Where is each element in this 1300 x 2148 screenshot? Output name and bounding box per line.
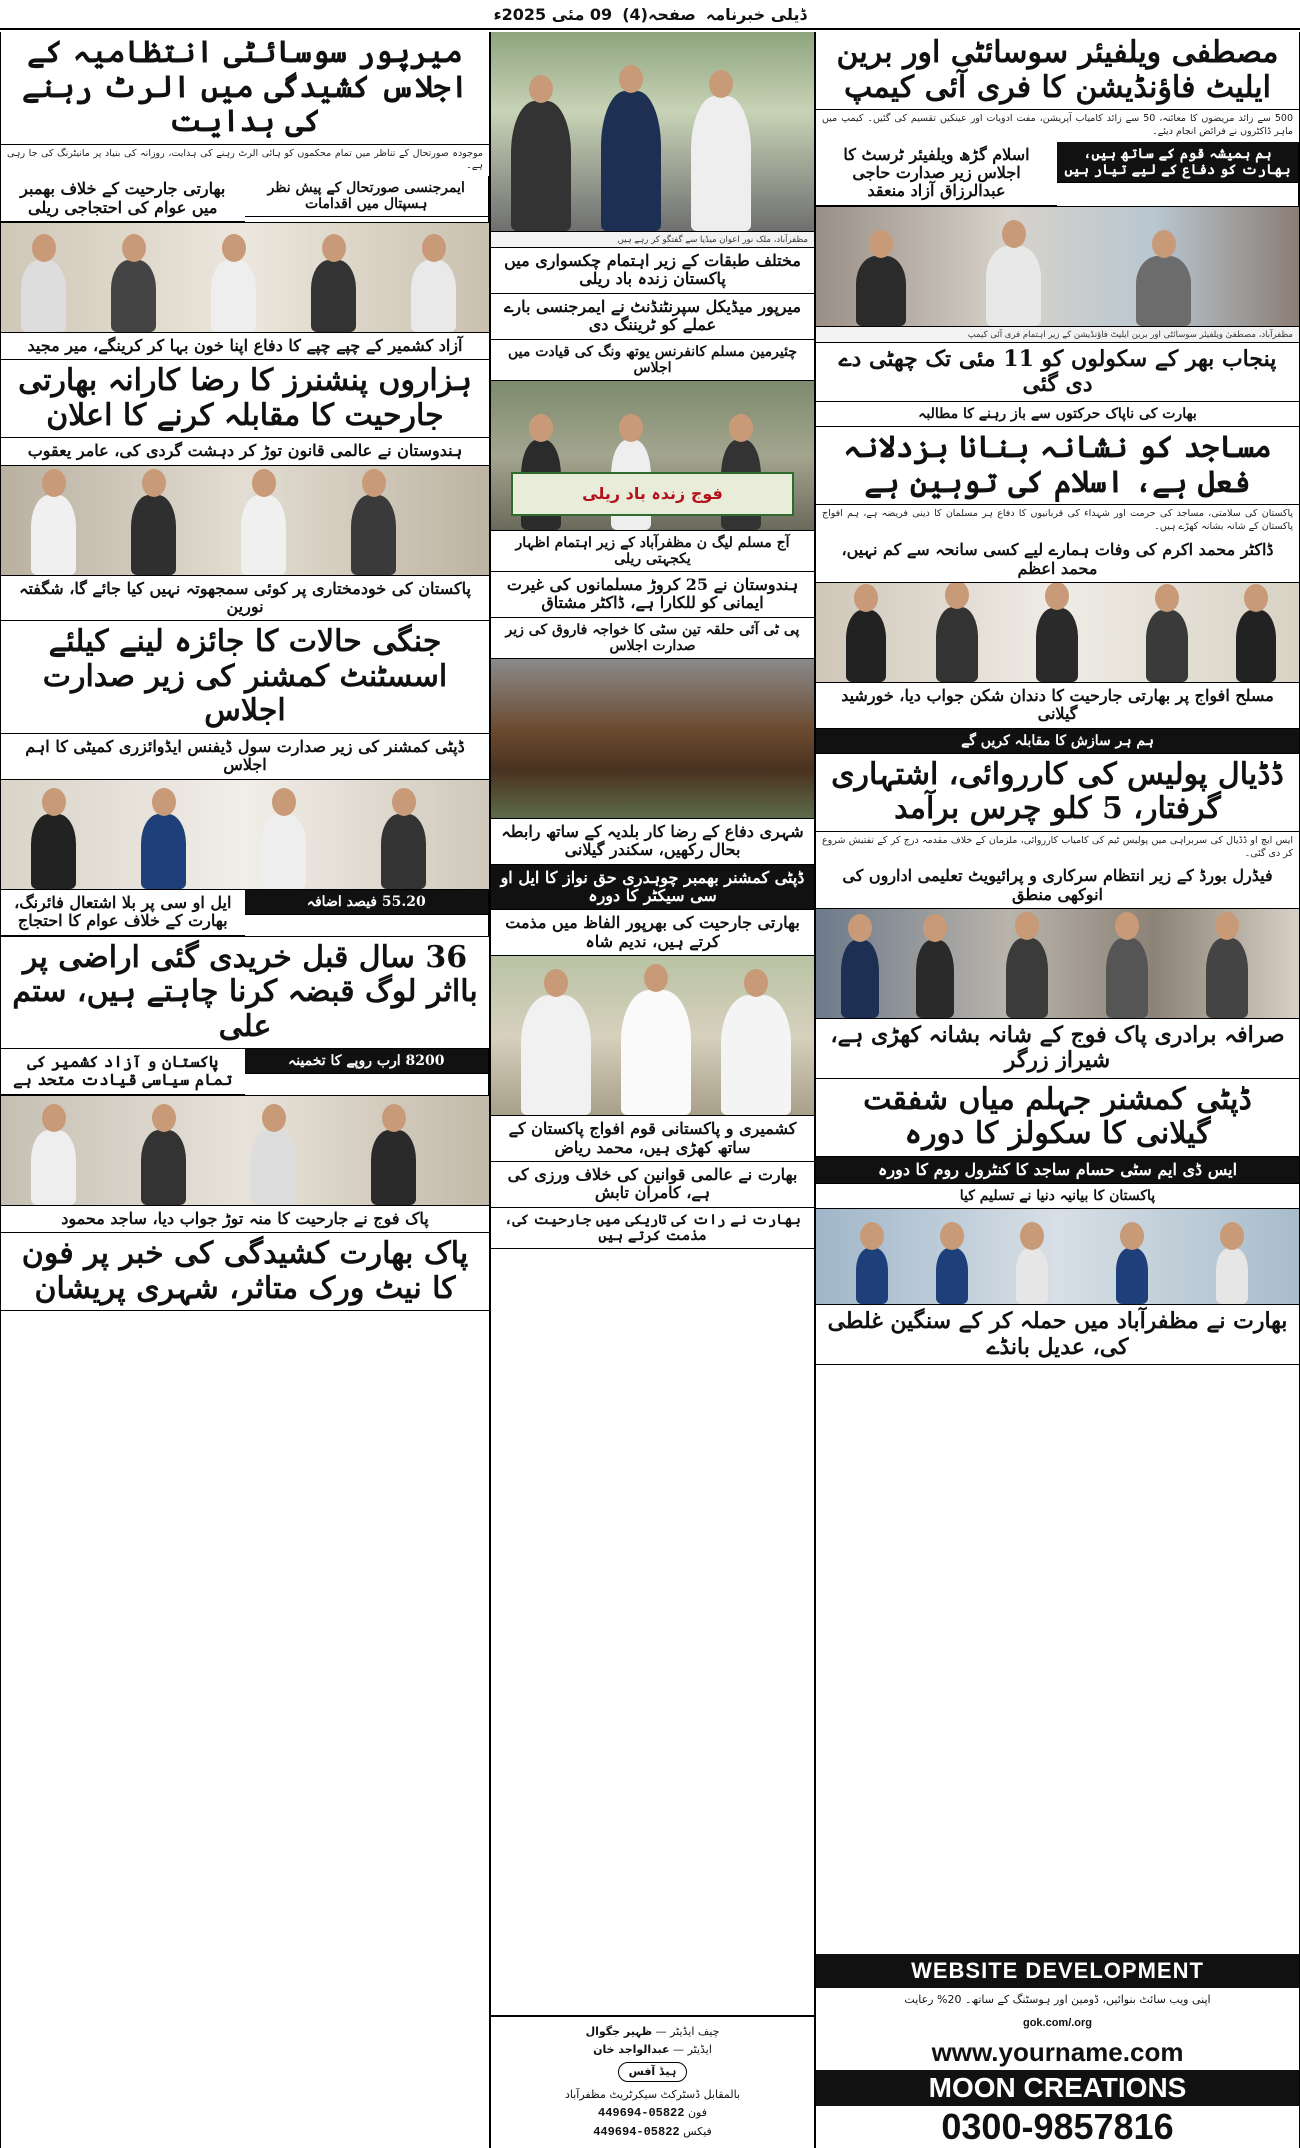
story-row [816,142,1299,207]
headline-civil-defence-committee: ڈپٹی کمشنر کی زیر صدارت سول ڈیفنس ایڈوائزری کمیٹی کا اہم اجلاس [1,734,489,780]
ad-body: اپنی ویب سائٹ بنوائیں، ڈومین اور ہوسٹنگ کے ساتھ۔ 20% رعایت [904,1993,1211,2007]
headline-kamran-tabish: بھارت نے عالمی قوانین کی خلاف ورزی کی ہے، کامران تابش [491,1162,814,1208]
rally-banner: فوج زندہ باد ریلی [511,472,794,516]
headline-adeel-bandey: بھارت نے مظفرآباد میں حملہ کر کے سنگین غلطی کی، عدیل بانڈے [816,1305,1299,1365]
headline-chakswari-rally: مختلف طبقات کے زیر اہتمام چکسواری میں پاکستان زندہ باد ریلی [491,248,814,294]
fax-label: فیکس [683,2124,712,2138]
headline-ac-meeting: جنگی حالات کا جائزہ لینے کیلئے اسسٹنٹ کمشنر کی زیر صدارت اجلاس [1,621,489,734]
ad-company: MOON CREATIONS [816,2070,1299,2106]
ad-phone: 0300-9857816 [941,2106,1174,2147]
headline-percent: 55.20 فیصد اضافہ [245,890,489,915]
headline-mosques: مساجد کو نشانہ بنانا بزدلانہ فعل ہے، اسلام کی توہین ہے [816,427,1299,505]
headline-youth-wing: چئیرمین مسلم کانفرنس یوتھ ونگ کی قیادت میں اجلاس [491,340,814,381]
headline-dr-mushtaq: ہندوستان نے 25 کروڑ مسلمانوں کی غیرت ایمانی کو للکارا ہے، ڈاکٹر مشتاق [491,572,814,618]
photo-eye-camp [816,207,1299,327]
head-office-label: ہیڈ آفس [618,2062,688,2082]
story-row-budget [1,1049,489,1096]
right-column [815,32,1300,2148]
paper-name: ڈیلی خبرنامہ [705,4,807,24]
headline-network: پاک بھارت کشیدگی کی خبر پر فون کا نیٹ ورک متاثر، شہری پریشان [1,1233,489,1311]
photo-meeting [816,583,1299,683]
photo-elders [491,956,814,1116]
headline-mirpur-alert: میرپور سوسائٹی انتظامیہ کے اجلاس کشیدگی میں الرٹ رہنے کی ہدایت [1,32,489,145]
photo-students [816,1209,1299,1305]
ad-domain: gok.com/.org [1022,2016,1093,2029]
photo-gathering [1,1096,489,1206]
staff-box: چیف ایڈیٹر — ظہیر جگوال ایڈیٹر — عبدالواجد خان ہیڈ آفس بالمقابل ڈسٹرکٹ سیکرٹریٹ مظفرآباد فون 05822-449694 فیکس 05822-449694 [491,2015,814,2148]
issue-date: 09 مئی 2025ء [493,4,613,24]
headline-pensioners: ہزاروں پنشنرز کا رضا کارانہ بھارتی جارحیت کا مقابلہ کرنے کا اعلان [1,360,489,438]
office-address: بالمقابل ڈسٹرکٹ سیکرٹریٹ مظفرآباد [564,2088,741,2102]
middle-column [490,32,815,2148]
headline-aamir-yaqoob: ہندوستان نے عالمی قانون توڑ کر دہشت گردی کی، عامر یعقوب [1,438,489,465]
headline-trust-meeting: اسلام گڑھ ویلفیئر ٹرسٹ کا اجلاس زیر صدارت حاجی عبدالرزاق آزاد منعقد [816,142,1057,206]
headline-dc-jhelum: ڈپٹی کمشنر جہلم میاں شفقت گیلانی کا سکولز کا دورہ [816,1079,1299,1157]
headline-eye-camp: مصطفی ویلفیئر سوسائٹی اور برین ایلیٹ فاؤنڈیشن کا فری آئی کیمپ [816,32,1299,110]
story-row-bhimber [1,176,489,223]
photo-arrests [816,909,1299,1019]
fax-number: 05822-449694 [593,2124,680,2139]
headline-emergency-training: میرپور میڈیکل سپرنٹنڈنٹ نے ایمرجنسی بارے عملے کو ٹریننگ دی [491,294,814,340]
headline-loc-protest: ایل او سی پر بلا اشتعال فائرنگ، بھارت کے خلاف عوام کا احتجاج [1,890,245,936]
headline-warning: بھارت کی ناپاک حرکتوں سے باز رہنے کا مطالبہ [816,402,1299,427]
photo-committee [1,780,489,890]
headline-condolence: ڈاکٹر محمد اکرم کی وفات ہمارے لیے کسی سانحہ سے کم نہیں، محمد اعظم [816,537,1299,583]
story-eye-camp: 500 سے زائد مریضوں کا معائنہ، 50 سے زائد کامیاب آپریشن، مفت ادویات اور عینکیں تقسیم کی گئیں۔ کیمپ میں ماہر ڈاکٹروں نے فرائض انجام دیئے۔ [822,113,1293,137]
story-dadyal-police: ایس ایچ او ڈڈیال کی سربراہی میں پولیس ٹیم کی کامیاب کارروائی، ملزمان کے خلاف مقدمہ درج کر کے تفتیش شروع کر دی گئی۔ [822,834,1293,859]
photo-handover [1,466,489,576]
editor-name: عبدالواجد خان [593,2042,670,2056]
headline-night-aggression: بھارت نے رات کی تاریکی میں جارحیت کی، مذمت کرتے ہیں [491,1208,814,1249]
headline-armed-forces: مسلح افواج پر بھارتی جارحیت کا دندان شکن جواب دیا، خورشید گیلانی [816,683,1299,729]
headline-budget: 8200 ارب روپے کا تخمینہ [245,1049,489,1074]
headline-shagufta-noreen: پاکستان کی خودمختاری پر کوئی سمجھوتہ نہیں کیا جائے گا، شگفتہ نورین [1,576,489,622]
photo-rally [491,381,814,531]
story-mosques: پاکستان کی سلامتی، مساجد کی حرمت اور شہداء کی قربانیوں کا دفاع ہر مسلمان کا دینی فریضہ ہے، ہم افواج پاکستان کے شانہ بشانہ کھڑے ہیں۔ [822,508,1293,533]
headline-dadyal-police: ڈڈیال پولیس کی کارروائی، اشتہاری گرفتار، 5 کلو چرس برآمد [816,754,1299,832]
caption-eye-camp: مظفرآباد، مصطفیٰ ویلفیئر سوسائٹی اور برین ایلیٹ فاؤنڈیشن کے زیر اہتمام فری آئی کیمپ [816,327,1299,343]
headline-federal-board: فیڈرل بورڈ کے زیر انتظام سرکاری و پرائیویٹ تعلیمی اداروں کی انوکھی منطق [816,863,1299,909]
headline-land-dispute: 36 سال قبل خریدی گئی اراضی پر بااثر لوگ قبضہ کرنا چاہتے ہیں، ستم علی [1,937,489,1050]
ad-url: www.yourname.com [931,2037,1184,2067]
headline-conspiracy: ہم ہر سازش کا مقابلہ کریں گے [816,729,1299,754]
ad-website-development [816,1954,1299,2148]
headline-pti-meeting: پی ٹی آئی حلقہ تین سٹی کا خواجہ فاروق کی زیر صدارت اجلاس [491,618,814,659]
ad-title: WEBSITE DEVELOPMENT [816,1954,1299,1988]
headline-hospital: ایمرجنسی صورتحال کے پیش نظر ہسپتال میں اقدامات [245,176,489,217]
editor-label: ایڈیٹر [687,2042,712,2056]
caption-media-talk: مظفرآباد، ملک نور اعوان میڈیا سے گفتگو کر رہے ہیں [491,232,814,248]
headline-sajid-mehmood: پاک فوج نے جارحیت کا منہ توڑ جواب دیا، ساجد محمود [1,1206,489,1233]
masthead [0,0,1300,30]
headline-mir-majeed: آزاد کشمیر کے چپے چپے کا دفاع اپنا خون بہا کر کرینگے، میر مجید [1,333,489,360]
headline-jewellers: صرافہ برادری پاک فوج کے شانہ بشانہ کھڑی ہے، شیراز زرگر [816,1019,1299,1079]
headline-pmln-rally: آج مسلم لیگ ن مظفرآباد کے زیر اہتمام اظہار یکجہتی ریلی [491,531,814,572]
phone-number: 05822-449694 [598,2105,685,2120]
photo-damaged-house [491,659,814,819]
photo-media-talk [491,32,814,232]
headline-political-unity: پاکستان و آزاد کشمیر کی تمام سیاسی قیادت متحد ہے [1,1049,245,1095]
headline-school-holiday: پنجاب بھر کے سکولوں کو 11 مئی تک چھٹی دے دی گئی [816,343,1299,403]
phone-label: فون [687,2105,707,2119]
headline-defence: ہم ہمیشہ قوم کے ساتھ ہیں، بھارت کو دفاع کے لیے تیار ہیں [1057,142,1298,183]
headline-dc-bhimber: ڈپٹی کمشنر بھمبر چوہدری حق نواز کا ایل او سی سیکٹر کا دورہ [491,865,814,911]
story-row-loc [1,890,489,937]
chief-editor-name: ظہیر جگوال [585,2025,653,2039]
page-number: صفحہ(4) [622,4,696,24]
headline-muhammad-riaz: کشمیری و پاکستانی قوم افواج پاکستان کے ساتھ کھڑی ہیں، محمد ریاض [491,1116,814,1162]
photo-office-meeting [1,223,489,333]
headline-nadeem-shah: بھارتی جارحیت کی بھرپور الفاظ میں مذمت کرتے ہیں، ندیم شاہ [491,910,814,956]
headline-bhimber-rally: بھارتی جارحیت کے خلاف بھمبر میں عوام کی احتجاجی ریلی [1,176,245,222]
chief-editor-label: چیف ایڈیٹر [670,2025,720,2039]
headline-civil-defence: شہری دفاع کے رضا کار بلدیہ کے ساتھ رابطہ بحال رکھیں، سکندر گیلانی [491,819,814,865]
headline-sdm-control-room: ایس ڈی ایم سٹی حسام ساجد کا کنٹرول روم کا دورہ [816,1157,1299,1184]
left-column [0,32,490,2148]
headline-narrative: پاکستان کا بیانیہ دنیا نے تسلیم کیا [816,1184,1299,1209]
story-mirpur-alert: موجودہ صورتحال کے تناظر میں تمام محکموں کو ہائی الرٹ رہنے کی ہدایت، روزانہ کی بنیاد پر مانیٹرنگ کی جا رہی ہے۔ [7,147,483,172]
